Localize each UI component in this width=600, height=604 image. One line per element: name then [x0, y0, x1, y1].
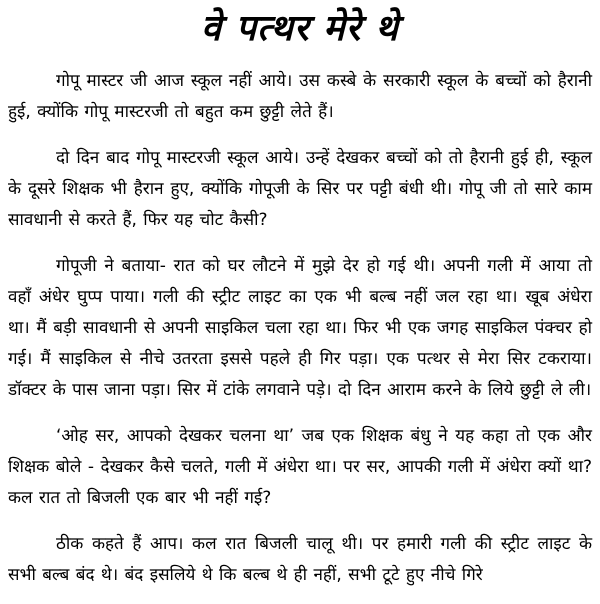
paragraph-1: गोपू मास्टर जी आज स्कूल नहीं आये। उस कस्बे के सरकारी स्कूल के बच्चों को हैरानी हुई, क्योंकि गोपू मास्टरजी तो बहुत कम छुट्टी लेते हैं।: [8, 71, 592, 122]
paragraph-2: दो दिन बाद गोपू मास्टरजी स्कूल आये। उन्हें देखकर बच्चों को तो हैरानी हुई ही, स्कूल के दूसरे शिक्षक भी हैरान हुए, क्योंकि गोपूजी के सिर पर पट्टी बंधी थी। गोपू जी तो सारे काम सावधानी से करते हैं, फिर यह चोट कैसी?: [8, 148, 592, 230]
paragraph-4: ‘ओह सर, आपको देखकर चलना था’ जब एक शिक्षक बंधु ने यह कहा तो एक और शिक्षक बोले - देखकर कैसे चलते, गली में अंधेरा था। पर सर, आपकी गली में अंधेरा क्यों था? कल रात तो बिजली एक बार भी नहीं गई?: [8, 426, 592, 508]
paragraph-3: गोपूजी ने बताया- रात को घर लौटने में मुझे देर हो गई थी। अपनी गली में आया तो वहाँ अंधेर घुप्प पाया। गली की स्ट्रीट लाइट का एक भी बल्ब नहीं जल रहा था। खूब अंधेरा था। मैं बड़ी सावधानी से अपनी साइकिल चला रहा था। फिर भी एक जगह साइकिल पंक्चर हो गई। मैं साइकिल से नीचे उतरता इससे पहले ही गिर पड़ा। एक पत्थर से मेरा सिर टकराया। डॉक्टर के पास जाना पड़ा। सिर में टांके लगवाने पड़े। दो दिन आराम करने के लिये छुट्टी ले ली।: [8, 256, 592, 400]
story-title: वे पत्थर मेरे थे: [201, 7, 399, 49]
paragraph-5: ठीक कहते हैं आप। कल रात बिजली चालू थी। पर हमारी गली की स्ट्रीट लाइट के सभी बल्ब बंद थे। बंद इसलिये थे कि बल्ब थे ही नहीं, सभी टूटे हुए नीचे गिरे: [8, 534, 592, 585]
